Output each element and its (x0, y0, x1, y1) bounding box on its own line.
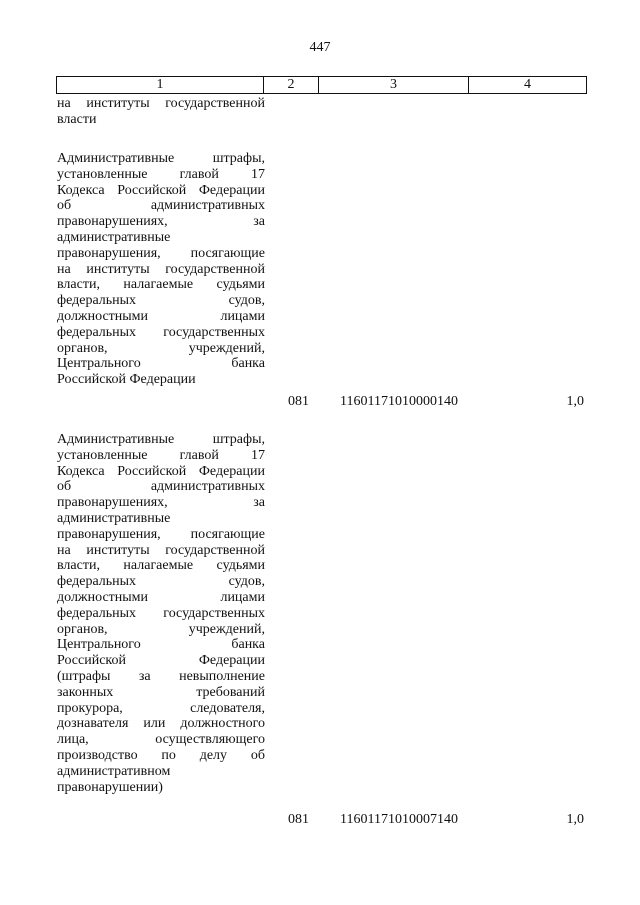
description-line: власти, налагаемые судьями (57, 558, 265, 574)
description-line: на институты государственной (57, 96, 265, 111)
description-line: административные (57, 229, 171, 245)
entry-2-kbk: 11601171010007140 (340, 812, 458, 827)
description-line: на институты государственной (57, 261, 265, 277)
description-line: Центрального банка (57, 637, 265, 653)
description-line: правонарушения, посягающие (57, 526, 265, 542)
description-line: должностными лицами (57, 589, 265, 605)
header-col-4: 4 (524, 77, 531, 92)
description-line: правонарушения, посягающие (57, 245, 265, 261)
description-line: власти (57, 111, 97, 127)
description-line: Российской Федерации (57, 653, 265, 669)
description-line: федеральных судов, (57, 574, 265, 590)
description-line: производство по делу об (57, 747, 265, 763)
description-line: правонарушении) (57, 779, 163, 795)
description-line: лица, осуществляющего (57, 732, 265, 748)
description-line: органов, учреждений, (57, 340, 265, 356)
table-header-row (56, 76, 587, 94)
header-col-1: 1 (57, 77, 264, 93)
description-line: федеральных государственных (57, 324, 265, 340)
description-line: законных требований (57, 684, 265, 700)
entry-1-kbk: 11601171010000140 (340, 394, 458, 409)
description-line: Центрального банка (57, 356, 265, 372)
description-line: органов, учреждений, (57, 621, 265, 637)
description-line: на институты государственной (57, 542, 265, 558)
description-line: должностными лицами (57, 308, 265, 324)
description-line: установленные главой 17 (57, 447, 265, 463)
description-line: дознавателя или должностного (57, 716, 265, 732)
entry-1-value: 1,0 (566, 394, 584, 409)
entry-2-admin-code: 081 (288, 812, 309, 827)
description-line: федеральных судов, (57, 293, 265, 309)
description-line: прокурора, следователя, (57, 700, 265, 716)
entry-1-description (57, 151, 265, 388)
description-line: установленные главой 17 (57, 166, 265, 182)
header-col-3: 3 (319, 77, 469, 93)
description-line: Кодекса Российской Федерации (57, 463, 265, 479)
description-line: Российской Федерации (57, 372, 196, 388)
description-line: об административных (57, 198, 265, 214)
description-line: Административные штрафы, (57, 151, 265, 166)
entry-2-value: 1,0 (566, 812, 584, 827)
description-line: правонарушениях, за (57, 495, 265, 511)
entry-2-description (57, 432, 265, 795)
header-col-2: 2 (264, 77, 319, 93)
description-line: Кодекса Российской Федерации (57, 182, 265, 198)
description-line: Административные штрафы, (57, 432, 265, 447)
description-line: административном (57, 763, 171, 779)
entry-1-admin-code: 081 (288, 394, 309, 409)
description-line: (штрафы за невыполнение (57, 668, 265, 684)
description-line: об административных (57, 479, 265, 495)
description-line: правонарушениях, за (57, 214, 265, 230)
description-line: административные (57, 510, 171, 526)
description-line: федеральных государственных (57, 605, 265, 621)
description-line: власти, налагаемые судьями (57, 277, 265, 293)
continued-description (57, 96, 265, 128)
page-number: 447 (309, 40, 331, 55)
